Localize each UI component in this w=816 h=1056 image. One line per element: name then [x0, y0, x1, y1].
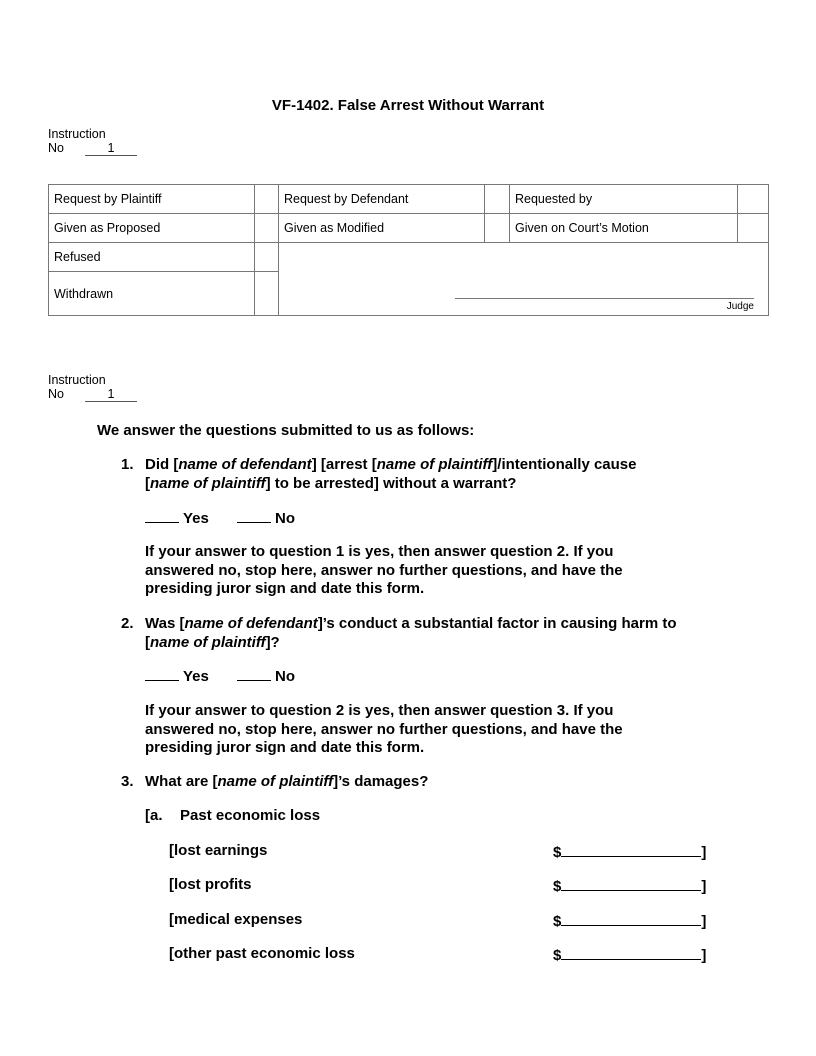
question-1-instructions: If your answer to question 1 is yes, then answer question 2. If you answered no, stop here, answer no further questions, and have the presiding juror sign and date this form.	[145, 543, 623, 597]
refused-label: Refused	[49, 243, 255, 272]
q1-no-blank[interactable]	[237, 509, 271, 523]
q1-yes-label: Yes	[183, 510, 209, 527]
q2-no-blank[interactable]	[237, 667, 271, 681]
question-3-text: What are [name of plaintiff]’s damages?	[145, 773, 429, 790]
q1-no-label: No	[275, 510, 296, 527]
question-2-instructions: If your answer to question 2 is yes, then answer question 3. If you answered no, stop here, answer no further questions, and have the presiding juror sign and date this form.	[145, 702, 623, 756]
damages-section-label: Past economic loss	[180, 807, 321, 824]
given-on-courts-motion-label: Given on Court’s Motion	[510, 214, 738, 243]
intro-text: We answer the questions submitted to us as follows:	[97, 422, 475, 439]
given-as-proposed-box[interactable]	[255, 214, 279, 243]
instruction-no-field[interactable]: 1	[85, 142, 137, 156]
question-1-text: Did [name of defendant] [arrest [name of plaintiff]/intentionally cause [name of plaintiff] to be arrested] without a warrant?	[145, 456, 637, 492]
instruction-label: Instruction	[48, 127, 106, 141]
request-by-defendant-box[interactable]	[485, 185, 510, 214]
request-disposition-table	[48, 184, 769, 316]
instruction-label: Instruction	[48, 373, 106, 387]
instruction-no-label: No	[48, 387, 64, 401]
given-as-modified-label: Given as Modified	[279, 214, 485, 243]
given-on-courts-motion-box[interactable]	[738, 214, 769, 243]
given-as-proposed-label: Given as Proposed	[49, 214, 255, 243]
withdrawn-label: Withdrawn	[49, 272, 255, 316]
question-1-answer	[145, 509, 295, 529]
q2-yes-blank[interactable]	[145, 667, 179, 681]
judge-signature-area	[279, 243, 769, 316]
request-by-plaintiff-box[interactable]	[255, 185, 279, 214]
question-2-text: Was [name of defendant]’s conduct a substantial factor in causing harm to [name of plaintiff]?	[145, 615, 677, 651]
damage-item-other-past-economic-loss-label: [other past economic loss	[169, 945, 355, 962]
requested-by-label: Requested by	[510, 185, 738, 214]
damage-item-lost-earnings-label: [lost earnings	[169, 842, 268, 859]
requested-by-box[interactable]	[738, 185, 769, 214]
instruction-no-label: No	[48, 141, 64, 155]
damage-item-lost-profits-label: [lost profits	[169, 876, 252, 893]
damages-section-marker: [a.	[145, 807, 163, 824]
question-1-number: 1.	[121, 456, 134, 473]
request-by-plaintiff-label: Request by Plaintiff	[49, 185, 255, 214]
withdrawn-box[interactable]	[255, 272, 279, 316]
request-by-defendant-label: Request by Defendant	[279, 185, 485, 214]
damage-item-lost-profits-field[interactable]: $ ]	[553, 878, 707, 895]
judge-signature-line[interactable]	[455, 298, 754, 299]
damage-item-medical-expenses-field[interactable]: $ ]	[553, 913, 707, 930]
question-2-answer	[145, 667, 295, 687]
damage-item-medical-expenses-label: [medical expenses	[169, 911, 303, 928]
damage-item-lost-earnings-field[interactable]: $ ]	[553, 844, 707, 861]
q2-yes-label: Yes	[183, 668, 209, 685]
question-3-number: 3.	[121, 773, 134, 790]
refused-box[interactable]	[255, 243, 279, 272]
damage-item-other-past-economic-loss-field[interactable]: $ ]	[553, 947, 707, 964]
q2-no-label: No	[275, 668, 296, 685]
instruction-number-block	[48, 127, 137, 156]
document-title: VF-1402. False Arrest Without Warrant	[271, 97, 545, 114]
instruction-number-block-2	[48, 373, 137, 402]
given-as-modified-box[interactable]	[485, 214, 510, 243]
instruction-no-field[interactable]: 1	[85, 388, 137, 402]
q1-yes-blank[interactable]	[145, 509, 179, 523]
judge-label: Judge	[726, 301, 754, 312]
question-2-number: 2.	[121, 615, 134, 632]
